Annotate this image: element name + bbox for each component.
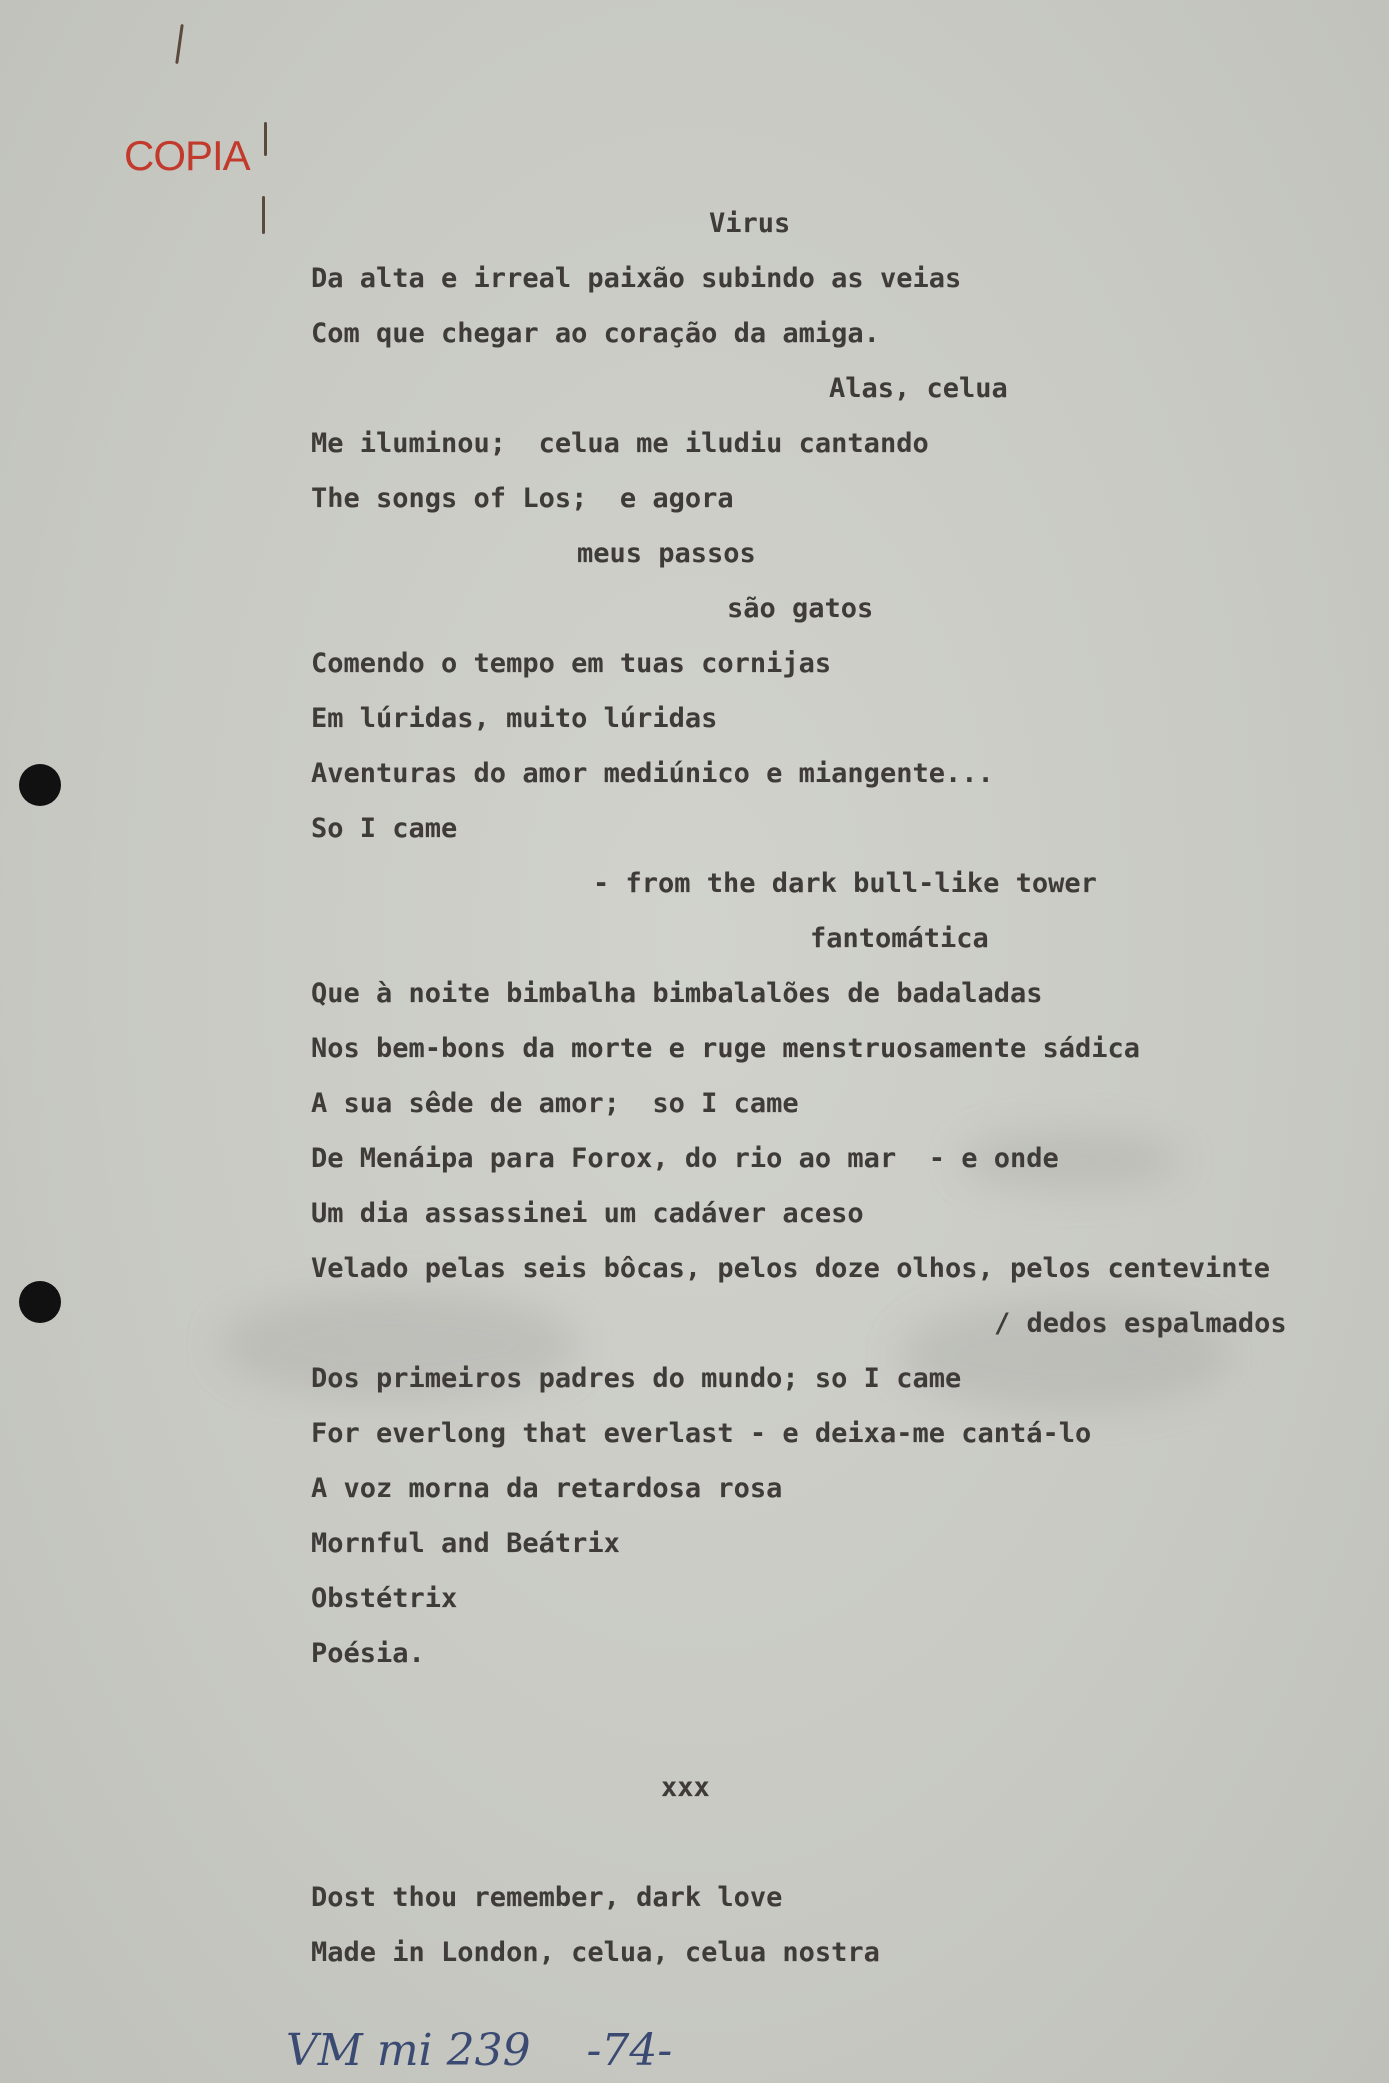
poem-line: meus passos [577,538,756,569]
poem-line: For everlong that everlast - e deixa-me cantá-lo [311,1418,1092,1449]
poem-line: A voz morna da retardosa rosa [311,1473,783,1504]
poem-title: Virus [709,208,791,239]
pencil-mark [262,196,265,234]
poem-line: Em lúridas, muito lúridas [311,703,718,734]
poem-line: Me iluminou; celua me iludiu cantando [311,428,929,459]
poem-line: Um dia assassinei um cadáver aceso [311,1198,864,1229]
poem-line: Com que chegar ao coração da amiga. [311,318,880,349]
pencil-mark [175,24,184,64]
poem-line: The songs of Los; e agora [311,483,734,514]
handwritten-archive-note: VM mi 239 -74- [286,2025,673,2076]
punch-hole [19,1281,61,1323]
pencil-mark [264,122,267,156]
section-separator: xxx [661,1772,710,1803]
poem-line: Que à noite bimbalha bimbalalões de badaladas [311,978,1043,1009]
poem-line: A sua sêde de amor; so I came [311,1088,799,1119]
poem-line: fantomática [810,923,989,954]
poem-line: De Menáipa para Forox, do rio ao mar - e onde [311,1143,1059,1174]
poem-line: Da alta e irreal paixão subindo as veias [311,263,962,294]
poem-line: Nos bem-bons da morte e ruge menstruosamente sádica [311,1033,1141,1064]
poem-line: So I came [311,813,458,844]
poem-line: Comendo o tempo em tuas cornijas [311,648,832,679]
poem-line: Made in London, celua, celua nostra [311,1937,880,1968]
poem-line: Aventuras do amor mediúnico e miangente... [311,758,994,789]
poem-line: Obstétrix [311,1583,458,1614]
poem-line: Mornful and Beátrix [311,1528,620,1559]
poem-line: Velado pelas seis bôcas, pelos doze olhos, pelos centevinte [311,1253,1271,1284]
poem-line: Poésia. [311,1638,425,1669]
poem-line: Dost thou remember, dark love [311,1882,783,1913]
poem-line: são gatos [727,593,874,624]
poem-line: / dedos espalmados [994,1308,1287,1339]
poem-line: Dos primeiros padres do mundo; so I came [311,1363,962,1394]
poem-line: - from the dark bull-like tower [593,868,1097,899]
poem-line: Alas, celua [829,373,1008,404]
punch-hole [19,764,61,806]
copia-stamp: COPIA [124,132,250,179]
